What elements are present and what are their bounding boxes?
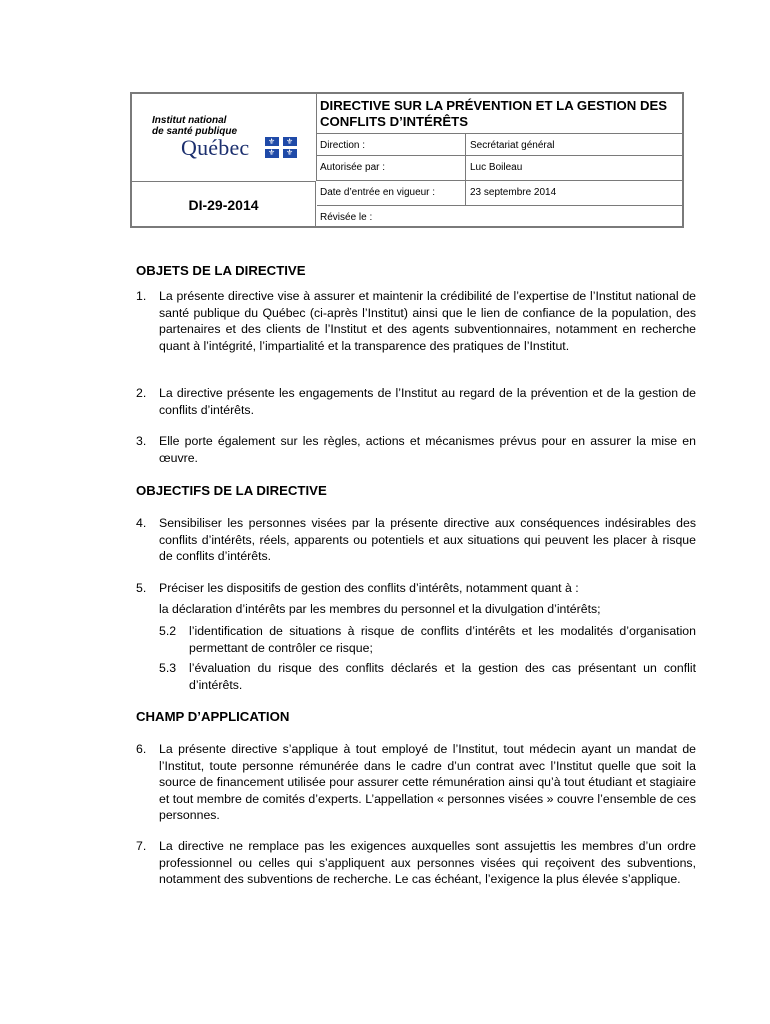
list-item <box>136 741 696 824</box>
institute-name-line1: Institut national <box>152 115 227 126</box>
section-title-objectifs: OBJECTIFS DE LA DIRECTIVE <box>136 483 327 498</box>
subitem-number: 5.3 <box>159 661 177 675</box>
list-item <box>136 433 696 466</box>
item-text: La présente directive s’applique à tout employé de l’Institut, tout médecin ayant un mandat de l’Institut, toute personne rémunérée dans le cadre d’un contrat avec l’Institut quelle que soit la source de financement utilisée pour assurer cette rémunération ainsi qu’à tout étudiant et stagiaire et tout membre de comités d’experts. L’appellation « personnes visées » couvre l’ensemble de ces personnes. <box>159 742 696 822</box>
quebec-flag-icon <box>265 137 297 158</box>
meta-row-revised <box>317 206 682 228</box>
item-number: 1. <box>136 289 147 303</box>
item-number: 4. <box>136 516 147 530</box>
item-number: 6. <box>136 742 147 756</box>
sub-list-item <box>159 660 696 693</box>
list-item <box>136 288 696 354</box>
item-number: 7. <box>136 839 147 853</box>
item-number: 3. <box>136 434 147 448</box>
item-text: La directive ne remplace pas les exigences auxquelles sont assujettis les membres d’un ordre professionnel ou celles qui s’appliquent aux personnes visées qui reçoivent des subventions, notamment des subventions de recherche. Le cas échéant, l’exigence la plus élevée s’applique. <box>159 839 696 886</box>
meta-row-effective-date <box>317 181 682 206</box>
list-item <box>136 838 696 888</box>
meta-value: Secrétariat général <box>470 140 555 151</box>
directive-code: DI-29-2014 <box>132 181 316 228</box>
fleur-de-lis-icon: ⚜ <box>286 148 294 157</box>
section-title-objets: OBJETS DE LA DIRECTIVE <box>136 263 306 278</box>
item-text: La présente directive vise à assurer et maintenir la crédibilité de l’expertise de l’Institut national de santé publique du Québec (ci-après l’Institut) ainsi que le lien de confiance de la population, des partenaires et des clients de l’Institut et des agents subventionnaires, notamment en recherche quant à l’intégrité, l’impartialité et la transparence des pratiques de l’Institut. <box>159 289 696 353</box>
fleur-de-lis-icon: ⚜ <box>268 137 276 146</box>
meta-label: Direction : <box>320 140 366 151</box>
item5-subline: la déclaration d’intérêts par les membres du personnel et la divulgation d’intérêts; <box>159 602 601 616</box>
item-number: 2. <box>136 386 147 400</box>
item-number: 5. <box>136 581 147 595</box>
meta-label: Autorisée par : <box>320 162 386 173</box>
meta-value: Luc Boileau <box>470 162 523 173</box>
item-text: La directive présente les engagements de l’Institut au regard de la prévention et de la gestion de conflits d’intérêts. <box>159 386 696 417</box>
institute-logo <box>132 94 317 181</box>
section-title-champ: CHAMP D’APPLICATION <box>136 709 290 724</box>
subitem-text: l’identification de situations à risque de conflits d’intérêts et les modalités d’organisation permettant de contrôler ce risque; <box>189 624 696 655</box>
fleur-de-lis-icon: ⚜ <box>286 137 294 146</box>
subitem-number: 5.2 <box>159 624 177 638</box>
institute-name-line2: de santé publique <box>152 126 238 137</box>
sub-list-item <box>159 623 696 656</box>
subitem-text: l’évaluation du risque des conflits déclarés et la gestion des cas présentant un conflit d’intérêts. <box>189 661 696 692</box>
document-header-table <box>130 92 684 228</box>
meta-label: Date d’entrée en vigueur : <box>320 187 436 198</box>
meta-label: Révisée le : <box>320 212 373 223</box>
fleur-de-lis-icon: ⚜ <box>268 148 276 157</box>
item-text: Préciser les dispositifs de gestion des conflits d’intérêts, notamment quant à : <box>159 581 579 595</box>
item-text: Elle porte également sur les règles, actions et mécanismes prévus pour en assurer la mise en œuvre. <box>159 434 696 465</box>
meta-value: 23 septembre 2014 <box>470 187 557 198</box>
meta-row-direction <box>317 134 682 156</box>
quebec-wordmark: Québec <box>181 135 250 160</box>
directive-title: DIRECTIVE SUR LA PRÉVENTION ET LA GESTION DES CONFLITS D’INTÉRÊTS <box>317 94 682 134</box>
list-item <box>136 580 696 597</box>
list-item <box>136 385 696 418</box>
item-text: Sensibiliser les personnes visées par la présente directive aux conséquences indésirables des conflits d’intérêts, réels, apparents ou potentiels et aux situations qui peuvent les placer à risque de conflits d’intérêts. <box>159 516 696 563</box>
meta-row-authorized <box>317 156 682 181</box>
list-item <box>136 515 696 565</box>
